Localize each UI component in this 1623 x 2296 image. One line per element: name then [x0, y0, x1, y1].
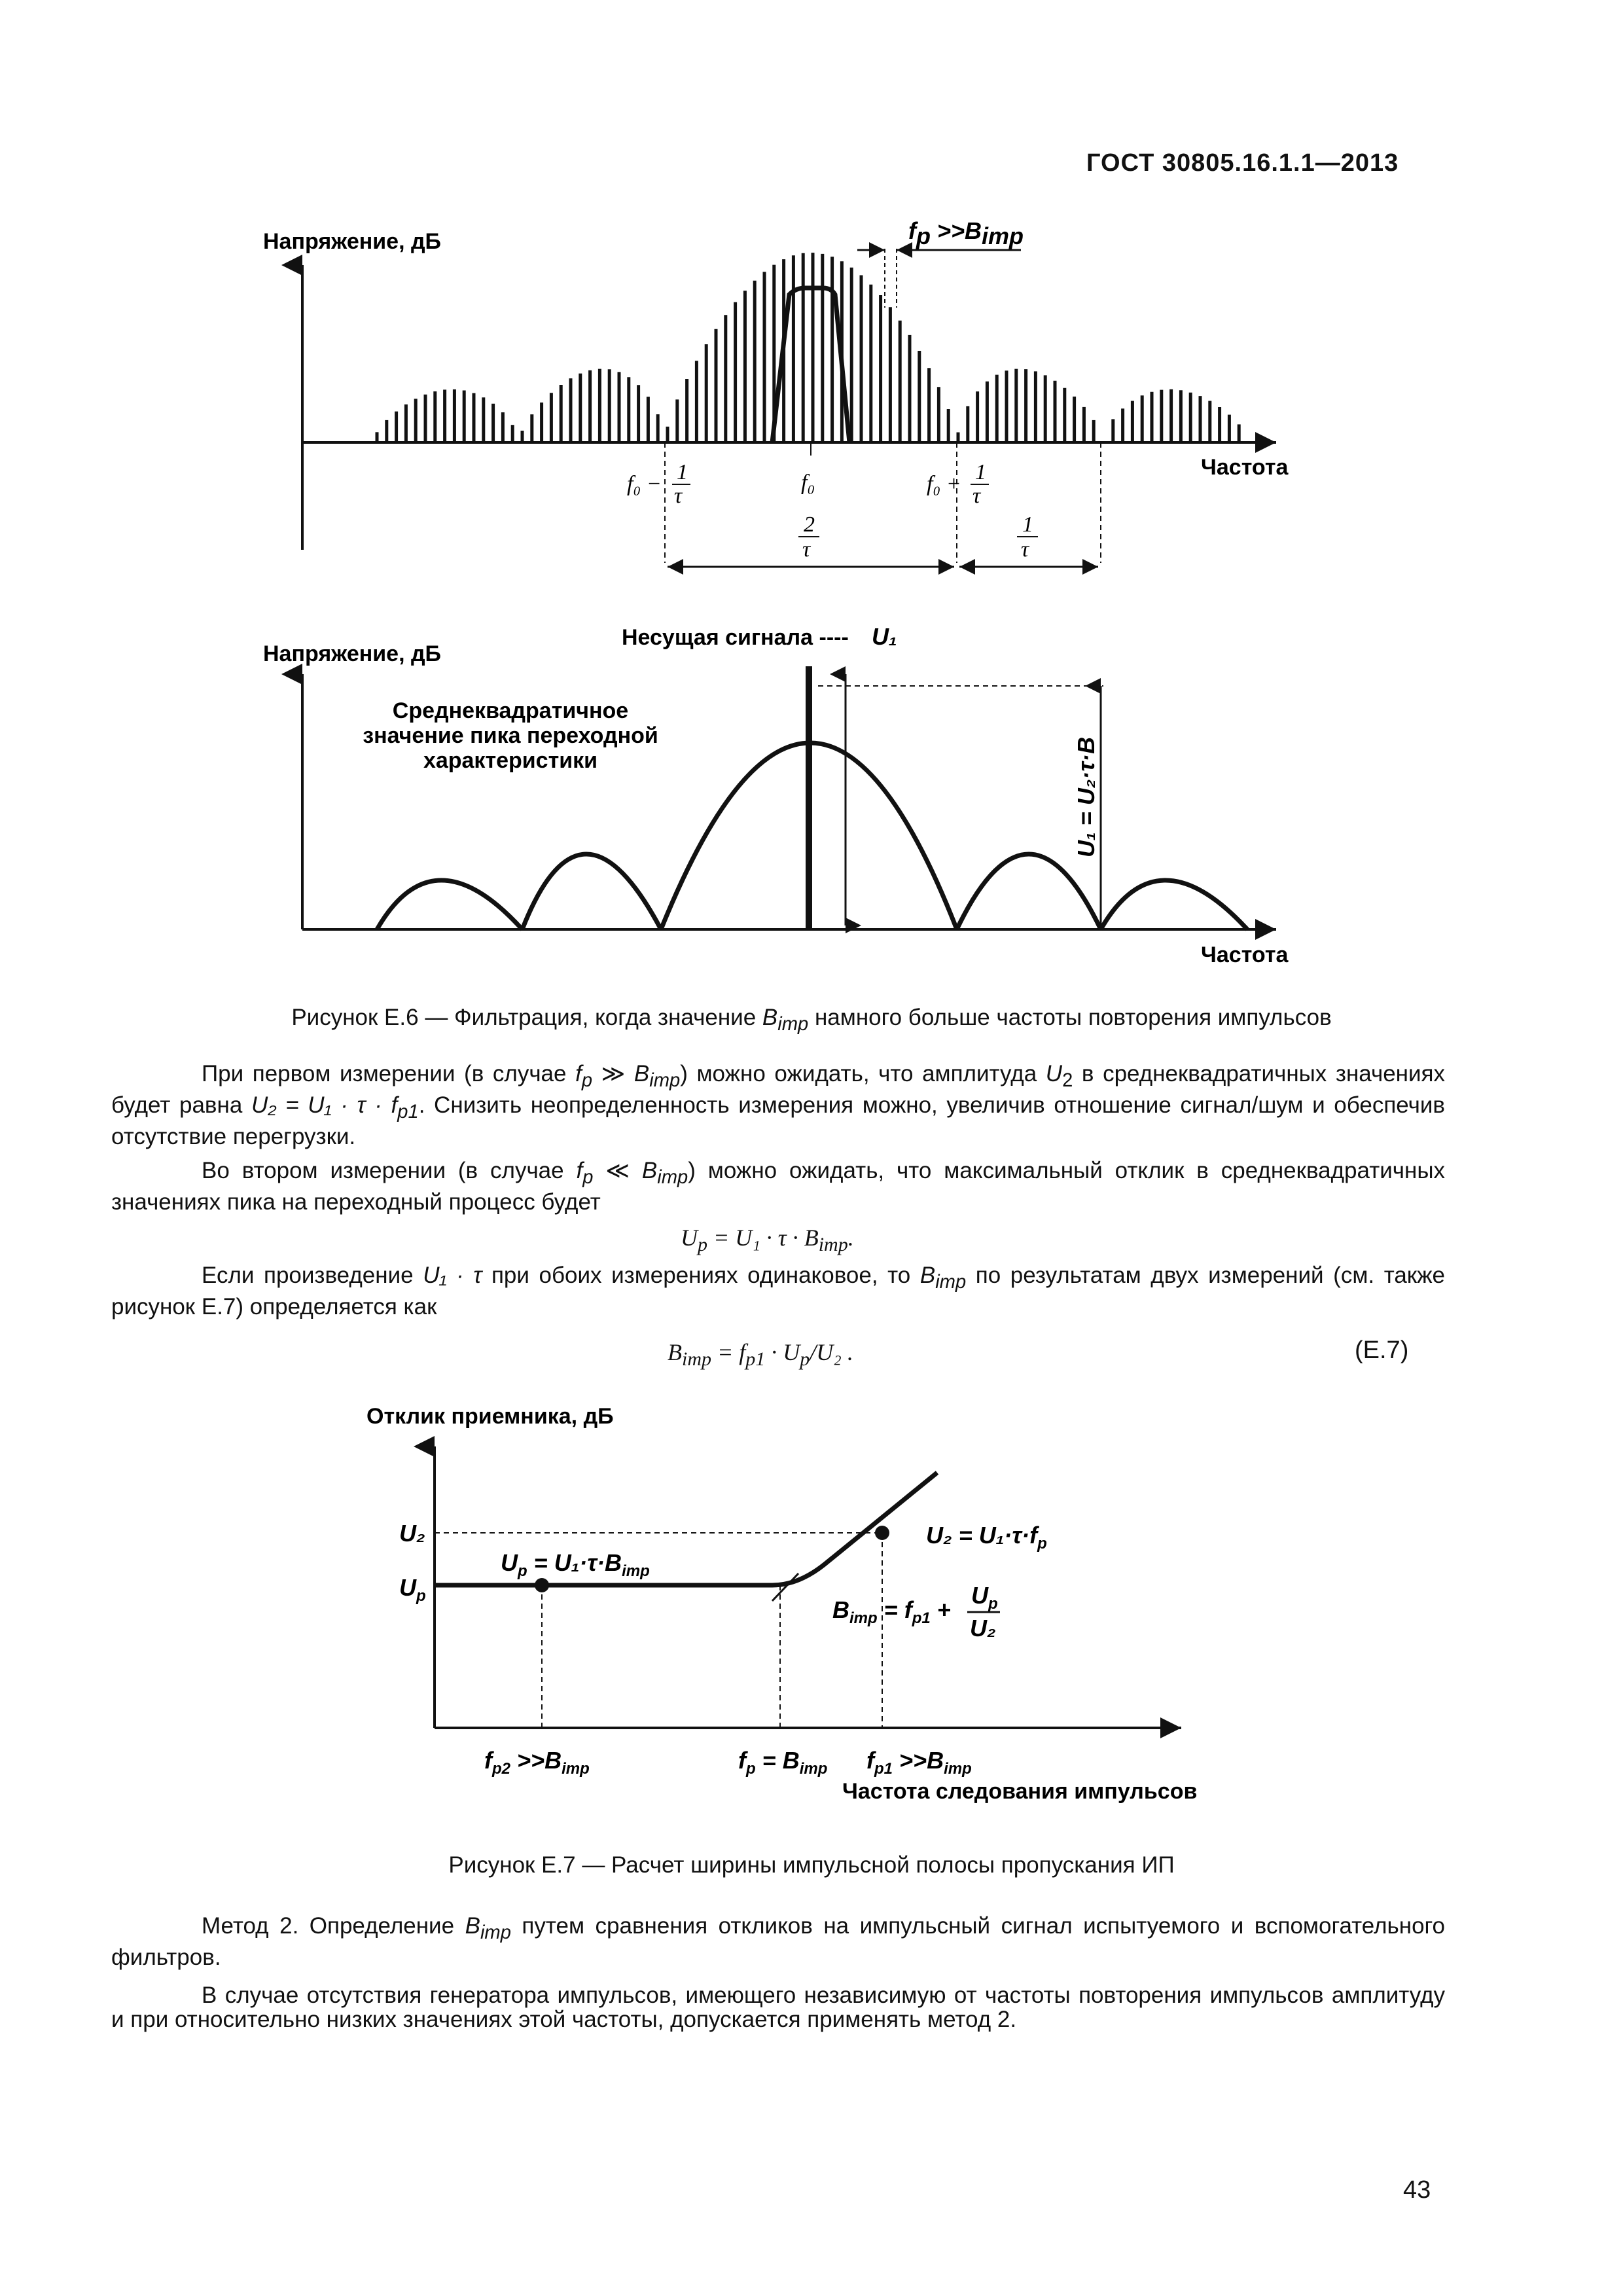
dim-2-den: τ [802, 537, 811, 562]
page-number: 43 [1403, 2176, 1431, 2204]
equation-number: (E.7) [1355, 1336, 1409, 1364]
paragraph-product: Если произведение U₁ · τ при обоих измерениях одинаковое, то $B_{imp}$ по результатам двух измерений (см. также рисунок Е.7) определяется как [111, 1263, 1445, 1319]
rms-label-line3: характеристики [423, 748, 598, 773]
paragraph-first-measurement: При первом измерении (в случае $f_p$ ≫ $B_{imp}$) можно ожидать, что амплитуда $U_2$ в среднеквадратичных значениях будет равна $U_2 = U_1 \cdot \tau \cdot f_{p1}$. Снизить неопределенность измерения можно, увеличив отношение сигнал/шум и обеспечив отсутствие перегрузки. [111, 1061, 1446, 1149]
rms-label-line1: Среднеквадратичное [392, 698, 629, 723]
e7-u2-formula: $U_2 = U_1\cdot\tau\cdot f_p$ [926, 1522, 1047, 1552]
dim-1-den: τ [1021, 537, 1029, 562]
e7-frac-den: U₂ [970, 1615, 996, 1641]
frac-den-left: τ [674, 484, 683, 508]
frac-num-left: 1 [677, 460, 688, 484]
frac-num-right: 1 [975, 460, 986, 484]
spectral-lines [377, 253, 1239, 442]
tick-label-f0: f₀ [801, 471, 815, 495]
figure-e7-chart [366, 1388, 1230, 1806]
lobe-right-2 [1101, 880, 1247, 929]
tick-label-f0-minus: f₀ − [627, 472, 662, 496]
e7-up-formula: $U_p = U_1\cdot\tau\cdot B_{imp}$ [501, 1549, 650, 1580]
dim-2-num: 2 [804, 512, 815, 537]
e7-frac-num: $U_p$ [971, 1582, 998, 1613]
paragraph-second-measurement: Во втором измерении (в случае $f_p$ ≪ $B_{imp}$) можно ожидать, что максимальный отклик в среднеквадратичных значениях пика на переходный процесс будет [111, 1158, 1445, 1215]
e7-x-axis-label: Частота следования импульсов [842, 1779, 1198, 1804]
fp-annotation-label: fp >>Bimp [908, 217, 1024, 249]
y-axis-label-bottom: Напряжение, дБ [263, 641, 441, 666]
u1-label: U₁ [872, 623, 897, 650]
e7-x-tick-fp2: $f_{p2} >>B_{imp}$ [484, 1747, 590, 1778]
e7-u2-tick: U₂ [399, 1520, 425, 1547]
peak-formula-vertical: U₁ = U₂·τ·B [1073, 736, 1099, 857]
carrier-label: Несущая сигнала ---- [622, 625, 849, 650]
paragraph-method-2: Метод 2. Определение $B_{imp}$ путем сравнения откликов на импульсный сигнал испытуемого и вспомогательного фильтров. [111, 1913, 1445, 1970]
e7-x-tick-fp1: $f_{p1} >>B_{imp}$ [866, 1747, 972, 1778]
tick-label-f0-plus: f₀ + [927, 472, 961, 496]
frac-den-right: τ [972, 484, 981, 508]
formula-bimp: $B_{imp} = f_{p1} \cdot U_p/U_2$ . [668, 1339, 853, 1371]
figure-e6-bottom-envelope [249, 609, 1309, 975]
dim-1-num: 1 [1022, 512, 1033, 537]
paragraph-no-generator: В случае отсутствия генератора импульсов, имеющего независимую от частоты повторения импульсов амплитуду и при относительно низких значениях этой частоты, допускается применять метод 2. [111, 1982, 1445, 2032]
lobe-left-2 [377, 880, 522, 929]
e7-y-axis-label: Отклик приемника, дБ [366, 1404, 614, 1429]
figure-e6-caption: Рисунок Е.6 — Фильтрация, когда значение $B_{imp}$ намного больше частоты повторения импульсов [291, 1005, 1332, 1035]
x-axis-label-bottom: Частота [1201, 942, 1289, 967]
x-axis-label: Частота [1201, 455, 1289, 480]
rms-label-line2: значение пика переходной [363, 723, 658, 748]
e7-up-tick: $U_p$ [399, 1574, 426, 1605]
e7-bimp-formula: $B_{imp} = f_{p1}$ + [832, 1596, 951, 1627]
lobe-right-1 [957, 854, 1101, 929]
y-axis-label: Напряжение, дБ [263, 229, 441, 254]
lobe-left-1 [522, 854, 661, 929]
figure-e7-caption: Рисунок Е.7 — Расчет ширины импульсной полосы пропускания ИП [448, 1852, 1175, 1878]
e7-x-tick-fp: $f_p = B_{imp}$ [738, 1747, 828, 1778]
figure-e6-top-spectrum [249, 209, 1309, 576]
formula-up: $U_p = U_1 \cdot \tau \cdot B_{imp}$. [681, 1225, 854, 1256]
document-header: ГОСТ 30805.16.1.1—2013 [1086, 149, 1399, 177]
